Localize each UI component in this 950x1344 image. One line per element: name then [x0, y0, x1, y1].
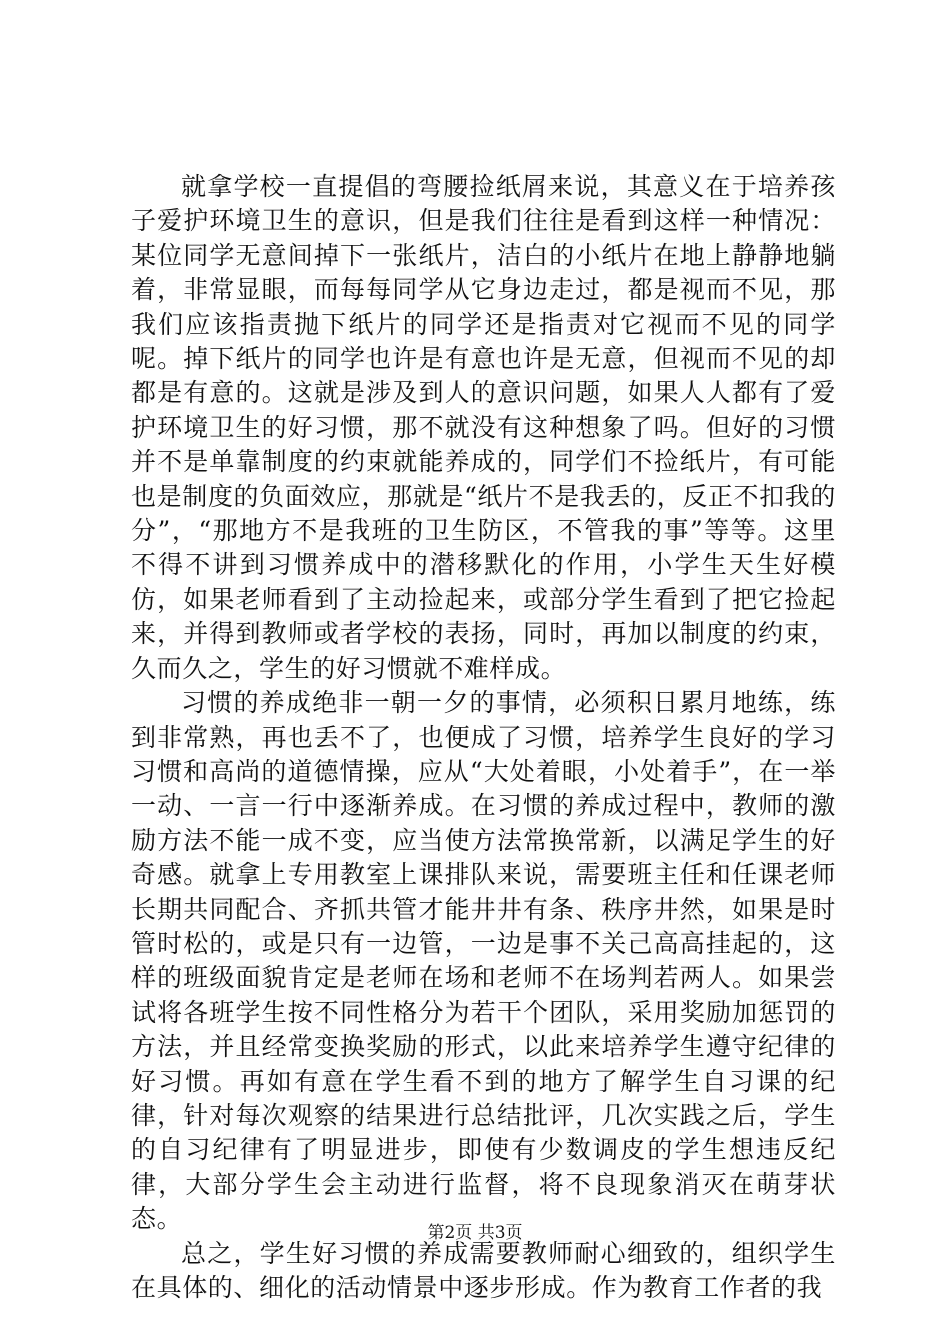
paragraph-2: 习惯的养成绝非一朝一夕的事情，必须积日累月地练，练到非常熟，再也丢不了，也便成了习惯，培养学生良好的学习习惯和高尚的道德情操，应从“大处着眼，小处着手”，在一举一动、一言一行中逐渐养成。在习惯的养成过程中，教师的激励方法不能一成不变，应当使方法常换常新，以满足学生的好奇感。就拿上专用教室上课排队来说，需要班主任和任课老师长期共同配合、齐抓共管才能井井有条、秩序井然，如果是时管时松的，或是只有一边管，一边是事不关己高高挂起的，这样的班级面貌肯定是老师在场和老师不在场判若两人。如果尝试将各班学生按不同性格分为若干个团队，采用奖励加惩罚的方法，并且经常变换奖励的形式，以此来培养学生遵守纪律的好习惯。再如有意在学生看不到的地方了解学生自习课的纪律，针对每次观察的结果进行总结批评，几次实践之后，学生的自习纪律有了明显进步，即使有少数调皮的学生想违反纪律，大部分学生会主动进行监督，将不良现象消灭在萌芽状态。 [131, 688, 836, 1234]
page-footer: 第2页 共3页 [427, 1223, 523, 1243]
document-body [131, 170, 836, 1305]
paragraph-3: 总之，学生好习惯的养成需要教师耐心细致的，组织学生在具体的、细化的活动情景中逐步形成。作为教育工作者的我 [131, 1238, 836, 1302]
paragraph-1: 就拿学校一直提倡的弯腰捡纸屑来说，其意义在于培养孩子爱护环境卫生的意识，但是我们往往是看到这样一种情况：某位同学无意间掉下一张纸片，洁白的小纸片在地上静静地躺着，非常显眼，而每每同学从它身边走过，都是视而不见，那我们应该指责抛下纸片的同学还是指责对它视而不见的同学呢。掉下纸片的同学也许是有意也许是无意，但视而不见的却都是有意的。这就是涉及到人的意识问题，如果人人都有了爱护环境卫生的好习惯，那不就没有这种想象了吗。但好的习惯并不是单靠制度的约束就能养成的，同学们不捡纸片，有可能也是制度的负面效应，那就是“纸片不是我丢的，反正不扣我的分”，“那地方不是我班的卫生防区，不管我的事”等等。这里不得不讲到习惯养成中的潜移默化的作用，小学生天生好模仿，如果老师看到了主动捡起来，或部分学生看到了把它捡起来，并得到教师或者学校的表扬，同时，再加以制度的约束，久而久之，学生的好习惯就不难样成。 [131, 172, 836, 683]
